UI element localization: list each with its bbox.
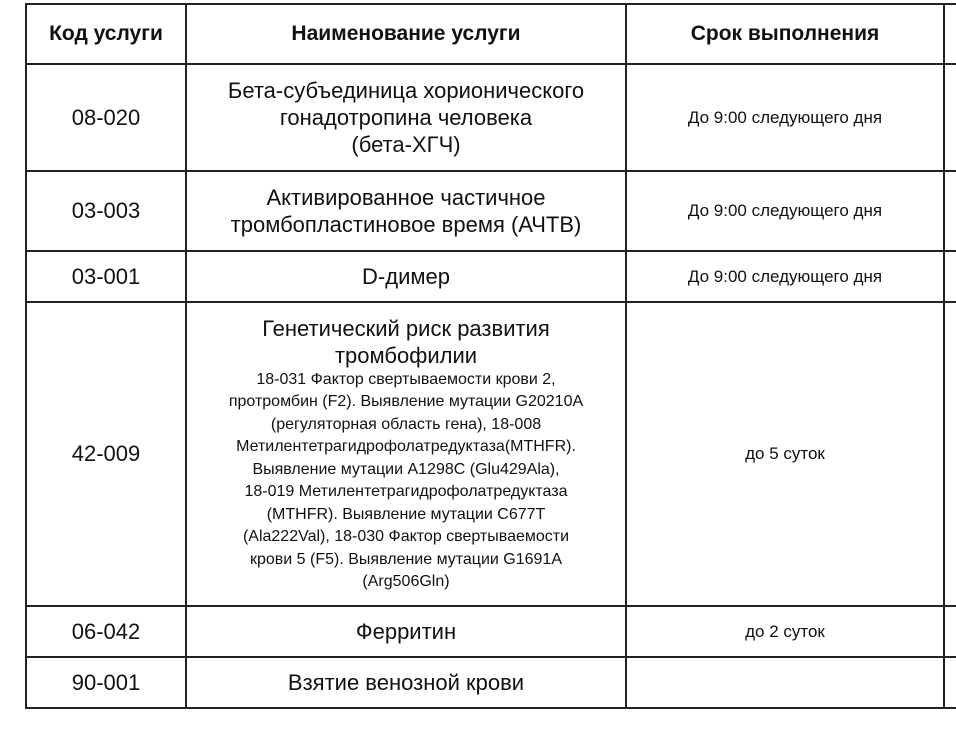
details-line: (Ala222Val), 18-030 Фактор свертываемости [242, 528, 570, 545]
service-code: 03-001 [26, 251, 186, 302]
details-line: 18-019 Метилентетрагидрофолатредуктаза [244, 483, 568, 500]
service-name [186, 171, 626, 251]
extra-cell [944, 64, 956, 171]
details-line: (MTHFR). Выявление мутации C677T [266, 505, 546, 523]
table-row [26, 64, 956, 171]
name-line: D-димер [362, 264, 450, 289]
extra-cell [944, 606, 956, 657]
name-line: (бета-ХГЧ) [351, 132, 461, 157]
service-term: до 2 суток [626, 606, 944, 657]
name-line: гонадотропина человека [279, 105, 533, 130]
name-line: Генетический риск развития [262, 315, 550, 341]
name-line: тромбопластиновое время (АЧТВ) [230, 212, 582, 237]
service-code: 08-020 [26, 64, 186, 171]
service-name [186, 606, 626, 657]
table-row [26, 302, 956, 606]
details-line: протромбин (F2). Выявление мутации G20210A [228, 393, 584, 410]
extra-cell [944, 657, 956, 708]
header-name: Наименование услуги [186, 4, 626, 64]
header-extra [944, 4, 956, 64]
extra-cell [944, 171, 956, 251]
service-term: До 9:00 следующего дня [626, 64, 944, 171]
service-name [186, 302, 626, 606]
details-line: 18-031 Фактор свертываемости крови 2, [256, 370, 556, 388]
name-line: Активированное частичное [266, 185, 546, 210]
header-term: Срок выполнения [626, 4, 944, 64]
name-line: Ферритин [355, 619, 457, 644]
service-code: 03-003 [26, 171, 186, 251]
table-row [26, 657, 956, 708]
service-name [186, 657, 626, 708]
services-table [25, 3, 956, 709]
name-line: тромбофилии [334, 342, 478, 368]
service-term: до 5 суток [626, 302, 944, 606]
details-line: (Arg506Gln) [362, 573, 450, 590]
details-line: крови 5 (F5). Выявление мутации G1691A [250, 550, 562, 568]
service-code: 42-009 [26, 302, 186, 606]
header-code: Код услуги [26, 4, 186, 64]
name-line: Взятие венозной крови [287, 670, 525, 695]
table-row [26, 251, 956, 302]
extra-cell [944, 251, 956, 302]
details-line: Выявление мутации A1298C (Glu429Ala), [252, 460, 560, 478]
service-term: До 9:00 следующего дня [626, 251, 944, 302]
service-name [186, 251, 626, 302]
header-row [26, 4, 956, 64]
details-line: (регуляторная область гена), 18-008 [270, 415, 542, 433]
name-line: Бета-субъединица хорионического [227, 78, 585, 103]
table-row [26, 171, 956, 251]
extra-cell [944, 302, 956, 606]
details-line: Метилентетрагидрофолатредуктаза(MTHFR). [236, 438, 576, 455]
table-row [26, 606, 956, 657]
service-term [626, 657, 944, 708]
service-code: 90-001 [26, 657, 186, 708]
service-term: До 9:00 следующего дня [626, 171, 944, 251]
service-code: 06-042 [26, 606, 186, 657]
service-name [186, 64, 626, 171]
